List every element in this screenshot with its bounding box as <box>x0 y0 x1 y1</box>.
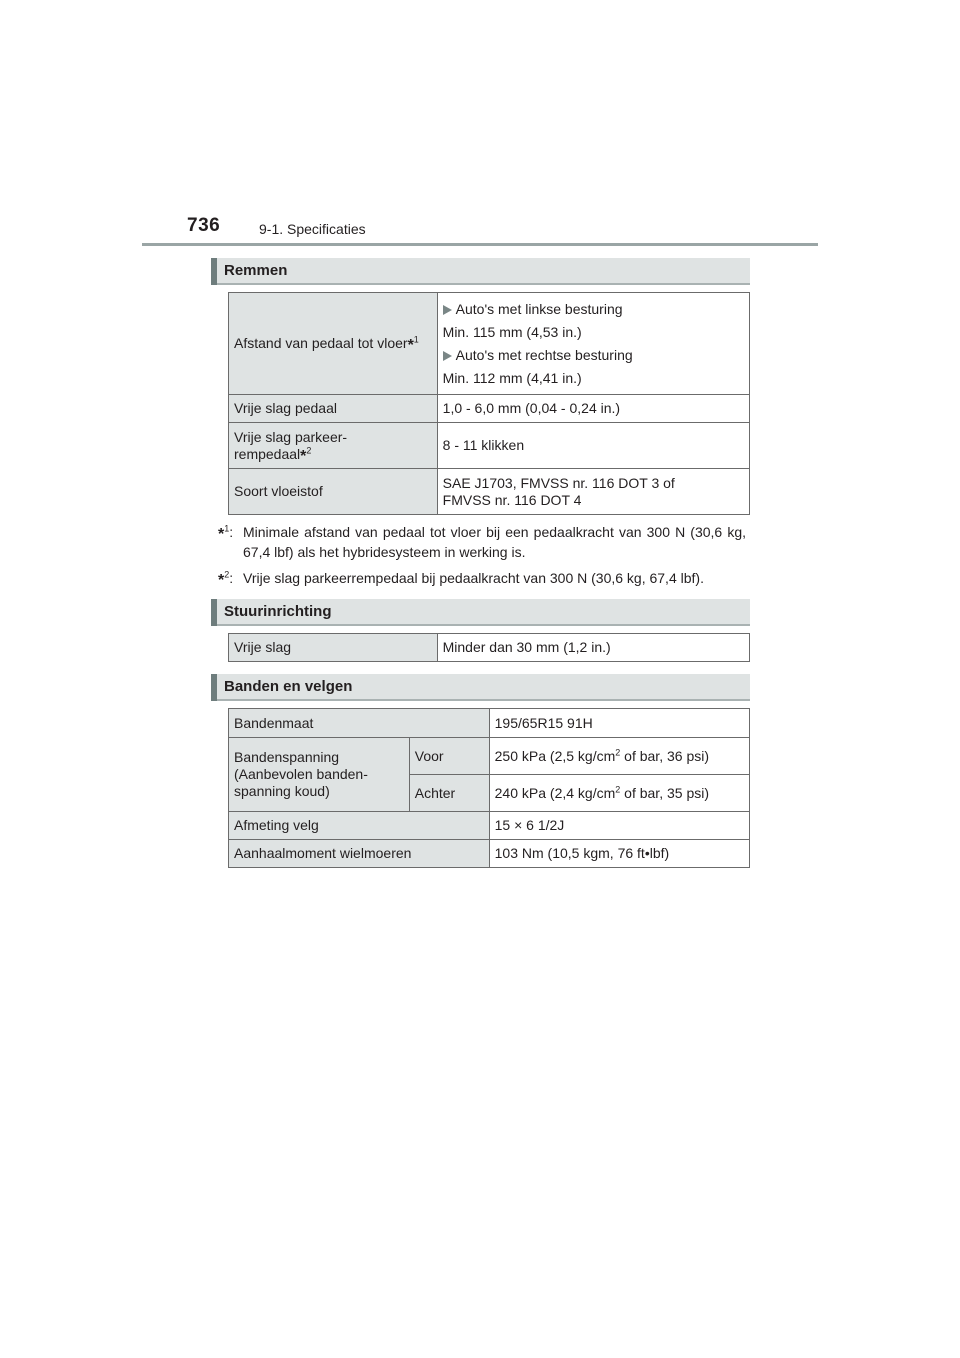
variant-value: Min. 112 mm (4,41 in.) <box>442 369 582 386</box>
tire-pressure-front-label: Voor <box>409 738 489 775</box>
table-row <box>229 709 750 738</box>
footnote-text: Vrije slag parkeerrempedaal bij pedaalkracht van 300 N (30,6 kg, 67,4 lbf). <box>243 570 704 586</box>
footnote-ref: 2 <box>306 444 312 455</box>
steering-free-play-value: Minder dan 30 mm (1,2 in.) <box>437 634 749 662</box>
parking-brake-play-value: 8 - 11 klikken <box>437 423 749 469</box>
table-row <box>229 469 750 515</box>
chapter-title: 9-1. Specificaties <box>259 221 366 237</box>
steering-free-play-label: Vrije slag <box>229 634 438 662</box>
wheel-size-value: 15 × 6 1/2J <box>489 812 749 840</box>
section-header-brakes <box>211 258 750 285</box>
table-row <box>229 395 750 423</box>
pedal-distance-values <box>437 293 749 395</box>
variant-heading: Auto's met linkse besturing <box>443 301 744 318</box>
footnote-star: * <box>407 337 414 354</box>
variant-heading: Auto's met rechtse besturing <box>443 347 744 364</box>
section-title-brakes: Remmen <box>224 262 288 279</box>
tire-pressure-front-value: 250 kPa (2,5 $kg/cm^2$ of bar, 36 psi) <box>489 738 749 775</box>
tire-size-value: 195/65R15 91H <box>489 709 749 738</box>
brakes-table <box>228 292 750 515</box>
section-title-steering: Stuurinrichting <box>224 603 332 620</box>
section-title-tires: Banden en velgen <box>224 678 353 695</box>
footnote-text: Minimale afstand van pedaal tot vloer bij een pedaalkracht van 300 N (30,6 kg, 67,4 lbf) als het hybridesysteem in werking is. <box>243 524 746 560</box>
pedal-play-label: Vrije slag pedaal <box>229 395 438 423</box>
table-row <box>229 840 750 868</box>
pedal-distance-label: Afstand van pedaal tot vloer*$^1$ <box>229 293 438 395</box>
footnote-star: * <box>300 447 307 465</box>
footnote-1 <box>218 522 746 562</box>
wheel-size-label: Afmeting velg <box>229 812 490 840</box>
tires-table <box>228 708 750 868</box>
triangle-bullet-icon <box>443 305 452 315</box>
tire-size-label: Bandenmaat <box>229 709 490 738</box>
lug-torque-label: Aanhaalmoment wielmoeren <box>229 840 490 868</box>
parking-brake-play-label: Vrije slag parkeer- rempedaal*$^2$ <box>229 423 438 469</box>
footnote-2 <box>218 568 746 588</box>
page-number: 736 <box>187 215 221 236</box>
footnote-mark: *$^1$: <box>218 523 234 543</box>
steering-table <box>228 633 750 662</box>
tire-pressure-rear-label: Achter <box>409 775 489 812</box>
footnote-mark: *$^2$: <box>218 569 234 589</box>
table-row <box>229 423 750 469</box>
triangle-bullet-icon <box>443 351 452 361</box>
tire-pressure-rear-value: 240 kPa (2,4 $kg/cm^2$ of bar, 35 psi) <box>489 775 749 812</box>
lug-torque-value: 103 Nm (10,5 kgm, 76 ft•lbf) <box>489 840 749 868</box>
footnote-ref: 1 <box>413 334 419 345</box>
variant-value: Min. 115 mm (4,53 in.) <box>442 323 582 340</box>
pedal-play-value: 1,0 - 6,0 mm (0,04 - 0,24 in.) <box>437 395 749 423</box>
header-divider <box>142 243 818 246</box>
table-row <box>229 293 750 395</box>
table-row <box>229 738 750 775</box>
fluid-type-label: Soort vloeistof <box>229 469 438 515</box>
tire-pressure-label: Bandenspanning (Aanbevolen banden- spanning koud) <box>229 738 410 812</box>
section-header-tires <box>211 674 750 701</box>
section-header-steering <box>211 599 750 626</box>
table-row <box>229 812 750 840</box>
fluid-type-value: SAE J1703, FMVSS nr. 116 DOT 3 of FMVSS nr. 116 DOT 4 <box>437 469 749 515</box>
table-row <box>229 634 750 662</box>
